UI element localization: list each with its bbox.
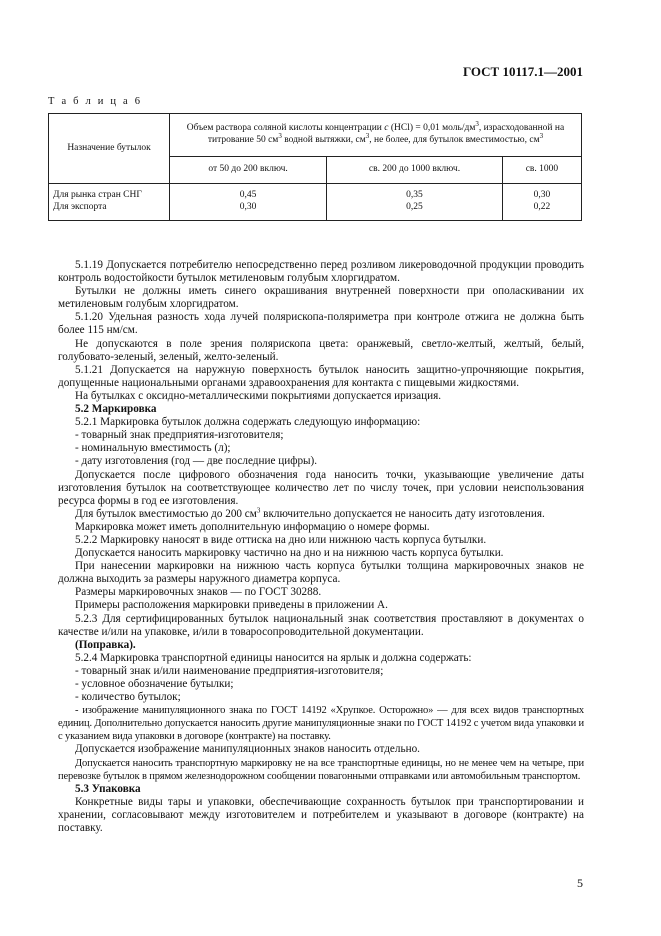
paragraph: При нанесении маркировки на нижнюю часть корпуса бутылки толщина маркировочных знаков не должна выходить за размеры наружного диаметра корпуса.: [58, 560, 584, 586]
paragraph: 5.2.4 Маркировка транспортной единицы наносится на ярлык и должна содержать:: [75, 651, 472, 664]
list-item: - товарный знак и/или наименование предприятия-изготовителя;: [75, 664, 384, 677]
paragraph: Для бутылок вместимостью до 200 $см^3$ включительно допускается не наносить дату изготовления.: [75, 506, 545, 520]
paragraph: Допускается наносить маркировку частично на дно и на нижнюю часть корпуса бутылки.: [75, 547, 504, 560]
paragraph: На бутылках с оксидно-металлическими покрытиями допускается иризация.: [75, 389, 442, 402]
amendment-note: (Поправка).: [75, 638, 136, 651]
paragraph: Не допускаются в поле зрения полярископа цвета: оранжевый, светло-желтый, желтый, белый, голубовато-зеленый, зеленый, желто-зеленый.: [58, 337, 584, 363]
value: 0,35: [406, 190, 423, 200]
list-item: - товарный знак предприятия-изготовителя;: [75, 429, 284, 442]
table-cell: [502, 184, 581, 221]
list-item: - изображение манипуляционного знака по ГОСТ 14192 «Хрупкое. Осторожно» — для всех видов транспортных единиц. Дополнительно допускается наносить другие манипуляционные знаки по ГОСТ 14192 с учетом вида упаковки и с указанием вида упаковки в договоре (контракте) на поставку.: [58, 705, 584, 743]
list-item: - номинальную вместимость (л);: [75, 442, 231, 455]
table-row-names: [49, 184, 170, 221]
paragraph: 5.1.19 Допускается потребителю непосредственно перед розливом ликероводочной продукции проводить контроль водостойкости бутылок метиленовым голубым хлоргидратом.: [58, 259, 584, 285]
paragraph: Примеры расположения маркировки приведены в приложении А.: [75, 599, 388, 612]
column-header-purpose: Назначение бутылок: [49, 114, 170, 184]
paragraph: Допускается после цифрового обозначения года наносить точки, указывающие увеличение даты изготовления бутылок на соответствующее количество лет по числу точек, при условии неиспользования ресурса формы в год ее изготовления.: [58, 468, 584, 507]
paragraph: Размеры маркировочных знаков — по ГОСТ 30288.: [75, 586, 322, 599]
table-cell: [327, 184, 503, 221]
table-cell: [170, 184, 327, 221]
list-item: - условное обозначение бутылки;: [75, 678, 234, 690]
paragraph: Маркировка может иметь дополнительную информацию о номере формы.: [75, 520, 430, 533]
paragraph: 5.2.3 Для сертифицированных бутылок национальный знак соответствия проставляют в документах о качестве и/или на упаковке, и/или в товаросопроводительной документации.: [58, 612, 584, 638]
list-item: - количество бутылок;: [75, 691, 181, 704]
paragraph: Допускается изображение манипуляционных знаков наносить отдельно.: [75, 743, 420, 756]
body-text: [58, 259, 584, 835]
row-name: Для экспорта: [53, 201, 107, 212]
table-caption: Т а б л и ц а 6: [48, 96, 143, 107]
section-heading: 5.3 Упаковка: [75, 782, 141, 795]
value: 0,25: [406, 201, 423, 212]
document-id: ГОСТ 10117.1—2001: [462, 64, 583, 79]
value: 0,22: [533, 201, 551, 212]
section-heading: 5.2 Маркировка: [75, 403, 157, 416]
paragraph: Бутылки не должны иметь синего окрашивания внутренней поверхности при ополаскивании их метиленовым голубым хлоргидратом.: [58, 285, 584, 311]
sub-header: св. 1000: [502, 157, 581, 184]
paragraph: Конкретные виды тары и упаковки, обеспечивающие сохранность бутылок при транспортировании и хранении, согласовывают между изготовителем и потребителем и указывают в договоре (контракте) на поставку.: [58, 795, 584, 835]
page-number: 5: [577, 876, 583, 890]
group-header: Объем раствора соляной кислоты концентрации c (HCl) = 0,01 моль/$дм^3$, израсходованной на титрование 50 $см^3$ водной вытяжки, $см^3$, не более, для бутылок вместимостью, $см^3$: [170, 114, 582, 157]
value: 0,30: [239, 201, 257, 212]
sub-header: от 50 до 200 включ.: [170, 157, 327, 184]
paragraph: 5.1.21 Допускается на наружную поверхность бутылок наносить защитно-упрочняющие покрытия, допущенные национальными органами здравоохранения для контакта с пищевыми жидкостями.: [58, 363, 584, 389]
value: 0,30: [533, 190, 551, 200]
row-name: Для рынка стран СНГ: [53, 190, 142, 200]
paragraph: 5.2.1 Маркировка бутылок должна содержать следующую информацию:: [75, 416, 421, 429]
list-item: - дату изготовления (год — две последние цифры).: [75, 455, 318, 468]
paragraph: 5.2.2 Маркировку наносят в виде оттиска на дно или нижнюю часть корпуса бутылки.: [75, 533, 487, 546]
table-6: [48, 113, 582, 221]
paragraph: 5.1.20 Удельная разность хода лучей полярископа-поляриметра при контроле отжига не должна быть более 115 нм/см.: [58, 311, 584, 337]
sub-header: св. 200 до 1000 включ.: [327, 157, 503, 184]
value: 0,45: [239, 190, 257, 200]
paragraph: Допускается наносить транспортную маркировку не на все транспортные единицы, но не менее чем на четыре, при перевозке бутылок в прямом железнодорожном сообщении повагонными отправками или автомобильным транспортом.: [58, 757, 584, 782]
